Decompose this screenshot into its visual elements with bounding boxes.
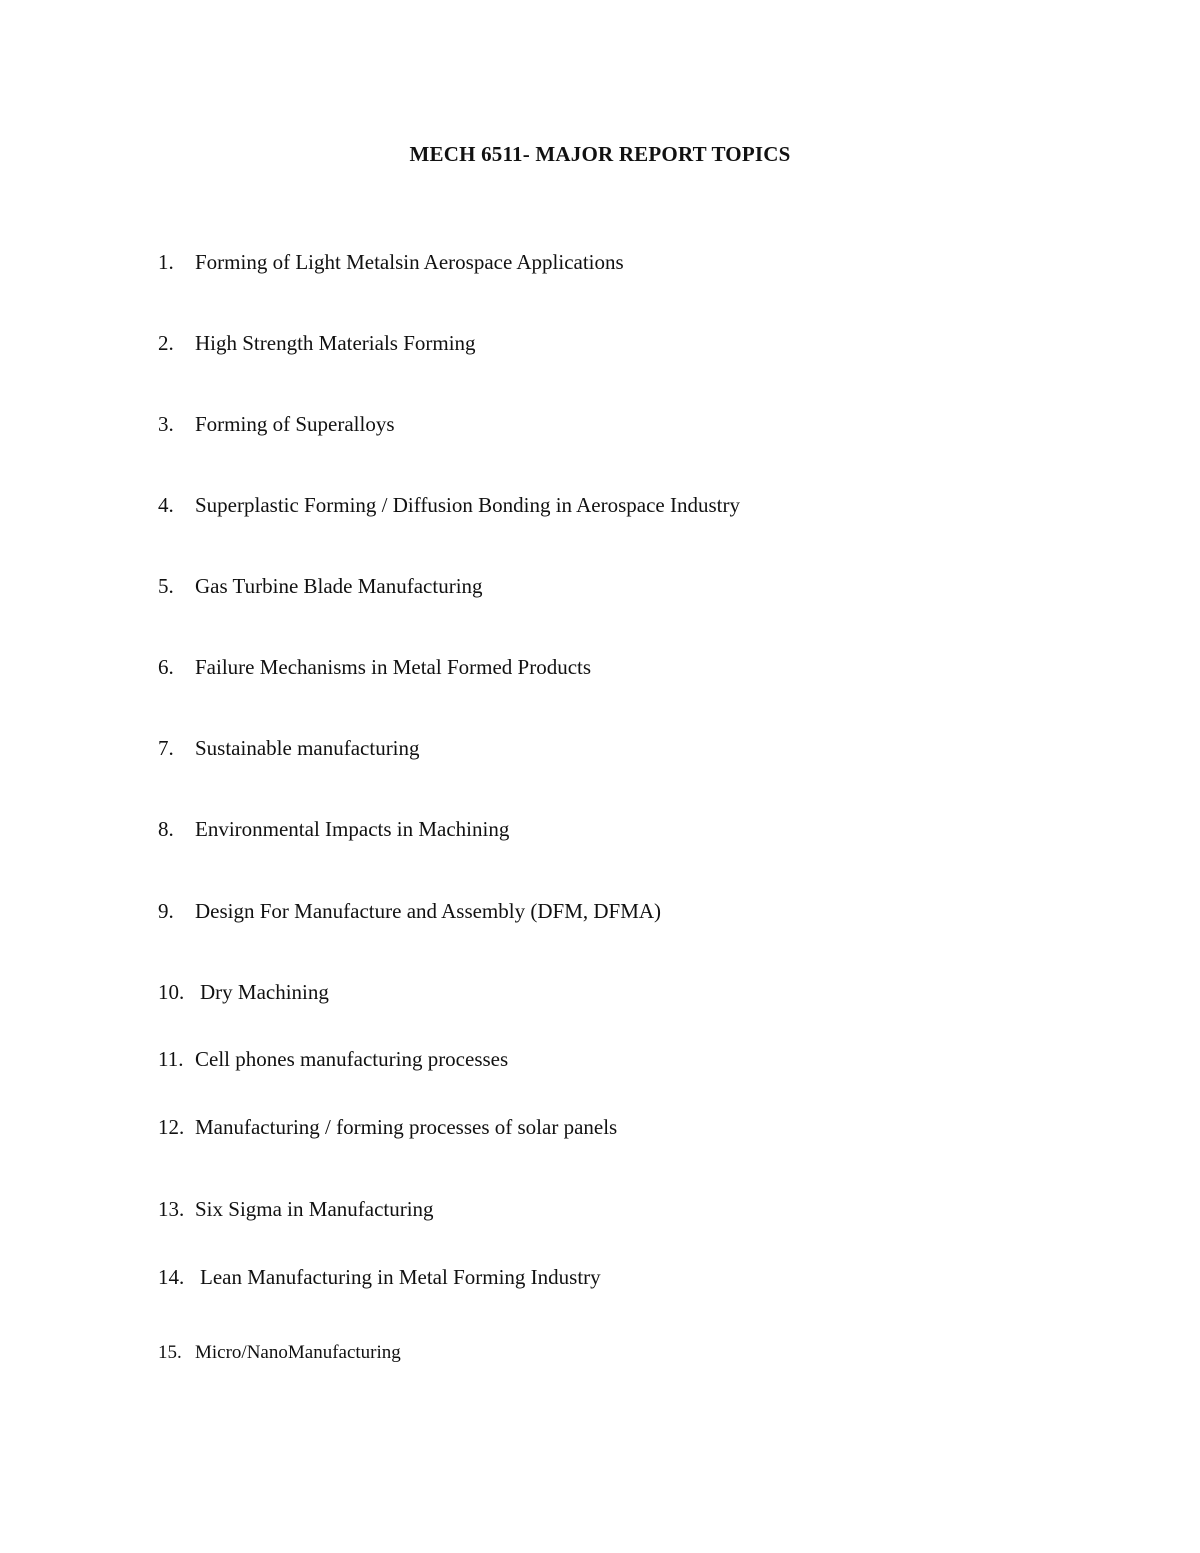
topic-item [158, 1045, 508, 1073]
topic-text: Cell phones manufacturing processes [195, 1047, 509, 1071]
topic-item [158, 734, 420, 762]
topic-number: 1. [158, 250, 174, 274]
topic-item [158, 815, 509, 843]
topic-text: Forming of Light Metalsin Aerospace Applications [195, 250, 624, 274]
topic-item [158, 897, 661, 925]
topic-number: 13. [158, 1197, 185, 1221]
topic-text: Gas Turbine Blade Manufacturing [195, 574, 483, 598]
topic-text: Sustainable manufacturing [195, 736, 420, 760]
topic-number: 4. [158, 493, 174, 517]
topic-text: Environmental Impacts in Machining [195, 817, 510, 841]
topic-number: 2. [158, 331, 174, 355]
topic-item [158, 410, 395, 438]
topic-item [158, 653, 591, 681]
topic-text: Micro/NanoManufacturing [195, 1342, 401, 1363]
topic-number: 14. [158, 1265, 185, 1289]
document-title: MECH 6511- MAJOR REPORT TOPICS [409, 142, 791, 166]
topic-text: Lean Manufacturing in Metal Forming Industry [200, 1265, 601, 1289]
topic-text: Forming of Superalloys [195, 412, 395, 436]
topic-number: 9. [158, 899, 174, 923]
topic-number: 12. [158, 1115, 185, 1139]
topic-text: Six Sigma in Manufacturing [195, 1197, 434, 1221]
topic-item [158, 329, 476, 357]
topic-text: Failure Mechanisms in Metal Formed Products [195, 655, 592, 679]
topic-number: 6. [158, 655, 174, 679]
topic-item [158, 248, 624, 276]
topic-text: High Strength Materials Forming [195, 331, 476, 355]
topic-text: Design For Manufacture and Assembly (DFM, DFMA) [195, 899, 662, 923]
topic-item [158, 572, 483, 600]
topic-text: Dry Machining [200, 980, 329, 1004]
topic-number: 11. [158, 1047, 184, 1071]
topic-item [158, 491, 740, 519]
topic-number: 3. [158, 412, 174, 436]
topic-item [158, 1113, 617, 1141]
topic-text: Manufacturing / forming processes of solar panels [195, 1115, 618, 1139]
topic-item [158, 978, 329, 1006]
topic-item [158, 1339, 401, 1367]
topic-number: 10. [158, 980, 185, 1004]
topic-number: 8. [158, 817, 174, 841]
topic-text: Superplastic Forming / Diffusion Bonding in Aerospace Industry [195, 493, 740, 517]
topic-number: 5. [158, 574, 174, 598]
topic-item [158, 1195, 434, 1223]
topic-number: 15. [158, 1342, 182, 1363]
topic-number: 7. [158, 736, 174, 760]
topic-item [158, 1263, 601, 1291]
